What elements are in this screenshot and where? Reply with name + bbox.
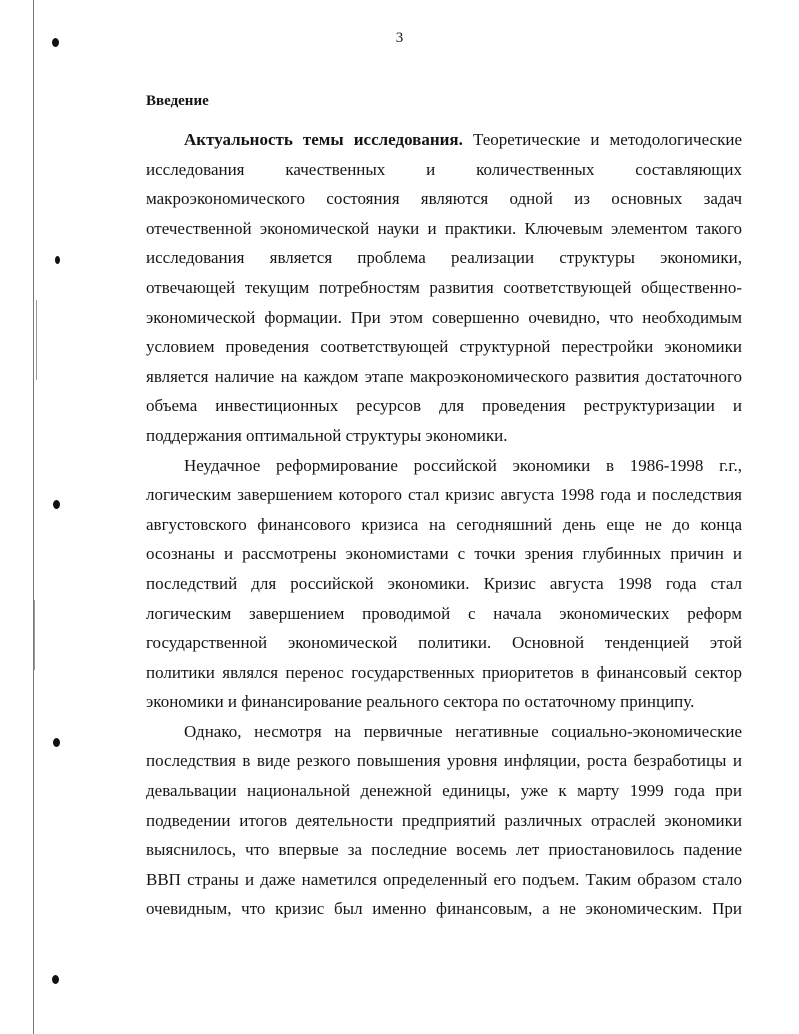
text-line: поддержания оптимальной структуры экономики.	[146, 425, 508, 445]
body-text	[146, 125, 742, 924]
scan-edge-line	[34, 600, 35, 670]
scan-edge-line	[36, 300, 37, 380]
text-line: очевидным, что кризис был именно финансовым, а не экономическим. При	[146, 899, 742, 919]
scan-edge-line	[33, 0, 34, 1034]
text-line: осознаны и рассмотрены экономистами с точки зрения глубинных причин и	[146, 544, 742, 564]
text-line: является наличие на каждом этапе макроэкономического развития достаточного	[146, 366, 742, 386]
text-line: логическим завершением которого стал кризис августа 1998 года и последствия	[146, 485, 742, 505]
paragraph-1	[146, 125, 742, 451]
text-line: государственной экономической политики. Основной тенденцией этой	[146, 633, 742, 653]
paragraph-3	[146, 717, 742, 924]
text-line: Актуальность темы исследования. Теоретические и методологические	[184, 130, 742, 149]
text-line: объема инвестиционных ресурсов для проведения реструктуризации и	[146, 396, 742, 416]
binding-hole	[53, 500, 60, 509]
binding-hole	[52, 975, 59, 984]
text-line: Неудачное реформирование российской экономики в 1986-1998 г.г.,	[184, 455, 742, 475]
text-line: подведении итогов деятельности предприятий различных отраслей экономики	[146, 810, 742, 830]
text-line: отвечающей текущим потребностям развития соответствующей общественно-	[146, 277, 742, 297]
text-line: логическим завершением проводимой с начала экономических реформ	[146, 603, 742, 623]
section-heading: Введение	[146, 93, 209, 109]
binding-hole	[53, 738, 60, 747]
text-line: выяснилось, что впервые за последние восемь лет приостановилось падение	[146, 840, 742, 860]
text-line: условием проведения соответствующей структурной перестройки экономики	[146, 337, 742, 357]
text-line: ВВП страны и даже наметился определенный его подъем. Таким образом стало	[146, 869, 742, 889]
text-line: исследования качественных и количественных составляющих	[146, 159, 742, 179]
text-line: экономики и финансирование реального сектора по остаточному принципу.	[146, 692, 695, 712]
text-line: экономической формации. При этом совершенно очевидно, что необходимым	[146, 307, 742, 327]
paragraph-2	[146, 451, 742, 717]
text-line: августовского финансового кризиса на сегодняшний день еще не до конца	[146, 514, 742, 534]
text-line: последствий для российской экономики. Кризис августа 1998 года стал	[146, 573, 742, 593]
text-line: последствия в виде резкого повышения уровня инфляции, роста безработицы и	[146, 751, 742, 771]
text-line: политики являлся перенос государственных приоритетов в финансовый сектор	[146, 662, 742, 682]
text-line: Однако, несмотря на первичные негативные социально-экономические	[184, 721, 742, 741]
text-line: девальвации национальной денежной единицы, уже к марту 1999 года при	[146, 781, 742, 801]
text-line: макроэкономического состояния являются одной из основных задач	[146, 189, 742, 209]
page-number: 3	[395, 30, 404, 46]
text-line: отечественной экономической науки и практики. Ключевым элементом такого	[146, 218, 742, 238]
text-line: исследования является проблема реализации структуры экономики,	[146, 248, 742, 268]
binding-hole	[55, 256, 60, 264]
paragraph-lead: Актуальность темы исследования.	[184, 130, 463, 149]
